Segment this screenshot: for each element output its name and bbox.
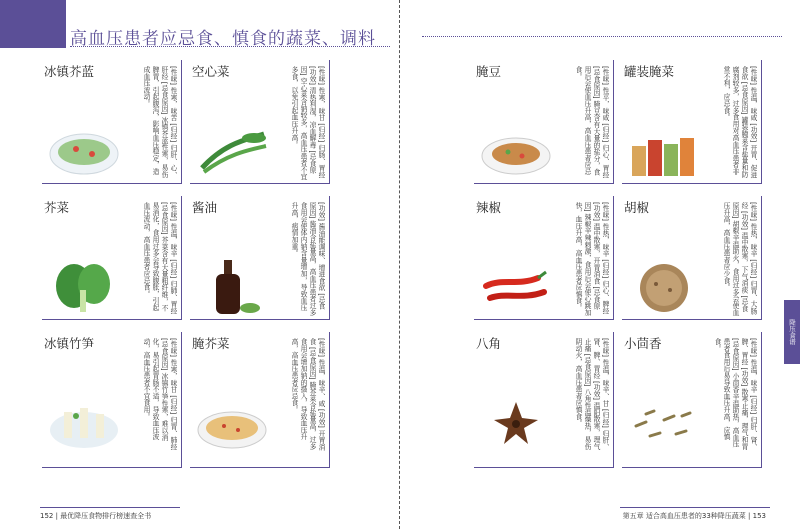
- food-image: [46, 124, 122, 178]
- footer-divider-left: [40, 507, 180, 508]
- food-card-jiangyou: [190, 196, 330, 320]
- chapter-title: 第五章 适合高血压患者的33种降压蔬菜: [622, 512, 746, 520]
- corner-block: [0, 0, 66, 48]
- food-card-jiecai: [42, 196, 182, 320]
- page-number-right: 153: [752, 512, 766, 520]
- food-description: [性味] 性寒，味甘 [归经] 归胃、肺经 [忌食原因] 冰镇竹笋性寒，难以消化，易引起胃肠不适，导致血压波动，高血压患者不宜食用。: [142, 338, 177, 451]
- book-spine: [399, 0, 400, 529]
- food-description: [性味] 性寒，味苦 [归经] 归肝、心、肝经 [忌食原因] 冰镇芥蓝性寒，易伤脾胃，引起腹泻，影响血压稳定，造成血压波动。: [142, 66, 177, 179]
- food-card-lajiao: [474, 196, 614, 320]
- food-name: 冰镇竹笋: [44, 336, 95, 351]
- food-name: 腌豆: [476, 64, 502, 79]
- food-description: [性味] 性寒，味甘 [归经] 归肠、胃经 [功效] 清热利湿，凉血解毒 [忌食原因] 空心菜含钠较多，高血压患者不宜多食，以免引起血压升高。: [290, 66, 325, 180]
- food-name: 辣椒: [476, 200, 502, 215]
- food-image: [626, 124, 702, 178]
- food-card-bajiao: [474, 332, 614, 468]
- food-name: 胡椒: [624, 200, 650, 215]
- footer-left: 152 | 最优降压食物排行榜速查全书: [40, 512, 152, 520]
- food-description: [性味] 性热，味辛 [归经] 归心、脾经 [功效] 温中散寒，开胃消食 [忌食原因] 辣椒辛辣刺激，食用后会使心跳加快，血压升高，高血压患者应慎食。: [574, 202, 609, 316]
- food-name: 芥菜: [44, 200, 70, 215]
- food-card-yanjiecai: [190, 332, 330, 468]
- food-name: 冰镇芥蓝: [44, 64, 95, 79]
- food-card-kongxincai: [190, 60, 330, 184]
- food-image: [194, 260, 270, 314]
- title-divider-right: [422, 36, 782, 37]
- food-card-xiaohuixiang: [622, 332, 762, 468]
- food-image: [46, 260, 122, 314]
- food-name: 小茴香: [624, 336, 662, 351]
- food-description: [功效] 酱油能调味、增进食欲 [忌食原因] 酱油含盐量高，高血压患者过多食用会使体内钠含量增加，导致血压升高，病情加重。: [290, 202, 325, 316]
- chapter-side-tab: 降压食谱: [784, 300, 800, 364]
- food-image: [626, 396, 702, 450]
- food-name: 酱油: [192, 200, 218, 215]
- food-image: [478, 396, 554, 450]
- food-name: 空心菜: [192, 64, 230, 79]
- food-card-bingzhen-zhusun: [42, 332, 182, 468]
- food-image: [478, 260, 554, 314]
- food-image: [626, 260, 702, 314]
- page-number-left: 152: [40, 512, 54, 520]
- food-name: 罐装腌菜: [624, 64, 675, 79]
- food-name: 腌芥菜: [192, 336, 230, 351]
- page-title: 高血压患者应忌食、慎食的蔬菜、调料: [70, 29, 376, 49]
- food-name: 八角: [476, 336, 502, 351]
- food-description: [性味] 性温，味咸 [功效] 开胃、促进食欲 [忌食原因] 罐装腌菜含盐量和防腐剂较多，过多食用对高血压患者非常不利，应忌食。: [722, 66, 757, 179]
- food-description: [性味] 性热，味辛 [归经] 归胃、大肠经 [功效] 温中散寒，下气消痰 [忌食原因] 胡椒辛温助火，食用过多会使血压升高，高血压患者应少食。: [722, 202, 757, 316]
- title-divider-left: [70, 46, 390, 47]
- food-description: [性味] 性温，味辛、咸 [功效] 开胃消食 [忌食原因] 腌芥菜含盐量高，过多食用会增加钠的摄入，导致血压升高，高血压患者应忌食。: [290, 338, 325, 451]
- book-title: 最优降压食物排行榜速查全书: [60, 512, 152, 520]
- food-image: [194, 124, 270, 178]
- food-card-yandou: [474, 60, 614, 184]
- footer-divider-right: [620, 507, 770, 508]
- food-image: [194, 396, 270, 450]
- food-card-hujiao: [622, 196, 762, 320]
- food-card-bingzhen-jielan: [42, 60, 182, 184]
- food-description: [性味] 性平，味咸 [归经] 归心、胃经 [忌食原因] 腌豆含有大量的盐分，食用后会使血压升高，高血压患者应忌食。: [574, 66, 609, 179]
- food-description: [性味] 性温，味辛 [归经] 归肝、肾、脾、胃经 [功效] 散寒止痛，理气和胃 [忌食原因] 小茴香辛温助热，高血压患者食用后易导致血压升高，应慎食。: [713, 338, 757, 451]
- food-description: [性味] 性温，味辛、甘 [归经] 归肝、肾、脾、胃经 [功效] 温阳散寒，理气止痛 [忌食原因] 八角性温燥热，易伤阴动火，高血压患者应慎食。: [574, 338, 609, 451]
- food-image: [478, 124, 554, 178]
- footer-right: 第五章 适合高血压患者的33种降压蔬菜 | 153: [622, 512, 766, 520]
- food-image: [46, 396, 122, 450]
- food-card-guanzhuang-yancai: [622, 60, 762, 184]
- food-description: [性味] 性温，味辛 [归经] 归肺、胃经 [忌食原因] 芥菜含有大量粗纤维，不易消化，食用过多会导致腹胀，引起血压波动，高血压患者应忌食。: [142, 202, 177, 315]
